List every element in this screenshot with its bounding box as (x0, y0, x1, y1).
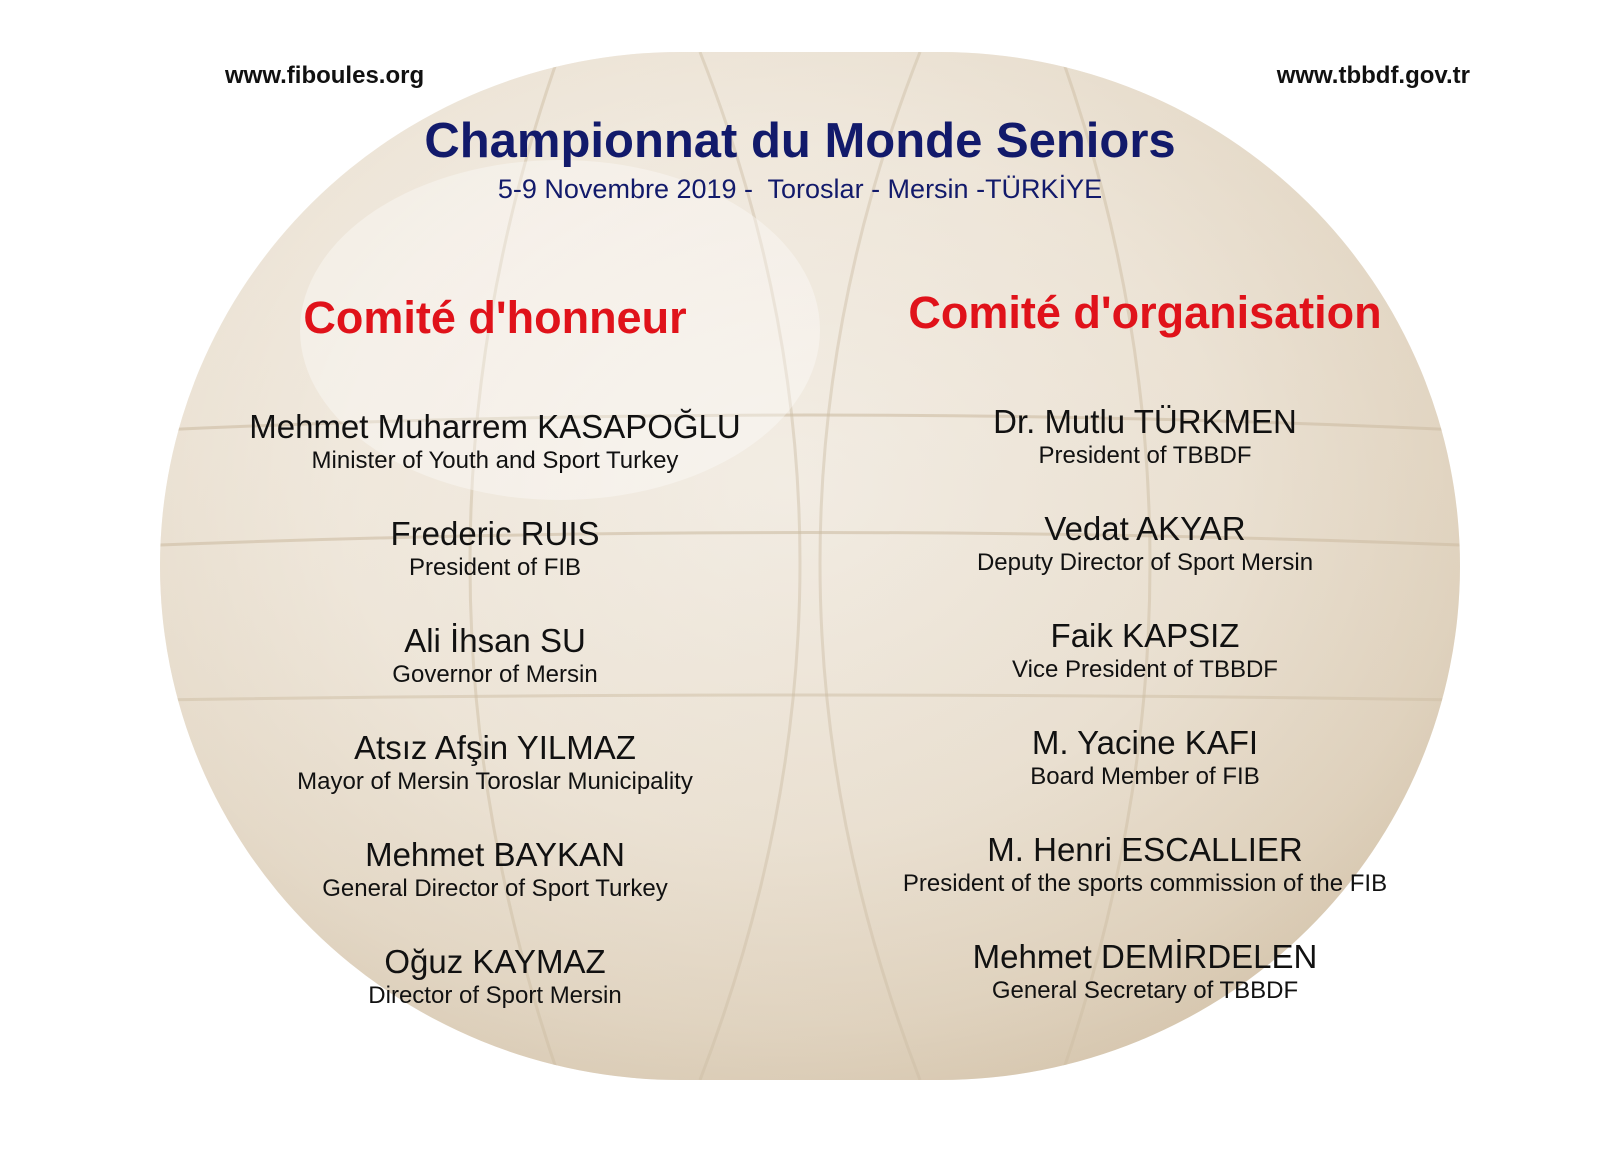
member-role: President of TBBDF (1038, 442, 1252, 469)
member-entry (195, 408, 795, 515)
member-entry (845, 724, 1445, 831)
member-name: Vedat AKYAR (1044, 510, 1246, 547)
member-name: Atsız Afşin YILMAZ (354, 729, 636, 766)
member-name: Dr. Mutlu TÜRKMEN (993, 403, 1297, 440)
page-title: Championnat du Monde Seniors (424, 114, 1176, 168)
tbbdf-website-link[interactable]: www.tbbdf.gov.tr (1276, 62, 1470, 89)
committee-organisation (845, 285, 1445, 1045)
member-role: Mayor of Mersin Toroslar Municipality (297, 768, 693, 795)
member-entry (195, 515, 795, 622)
member-role: Vice President of TBBDF (1012, 656, 1278, 683)
member-role: General Director of Sport Turkey (322, 875, 668, 902)
member-entry (845, 938, 1445, 1045)
member-name: Faik KAPSIZ (1050, 617, 1240, 654)
member-role: President of FIB (408, 554, 582, 581)
member-role: General Secretary of TBBDF (991, 977, 1299, 1004)
member-name: M. Henri ESCALLIER (987, 831, 1303, 868)
member-role: Board Member of FIB (1030, 763, 1260, 790)
committee-heading: Comité d'organisation (908, 287, 1382, 338)
member-role: Deputy Director of Sport Mersin (976, 549, 1314, 576)
member-entry (195, 943, 795, 1050)
member-entry (195, 622, 795, 729)
member-entry (845, 617, 1445, 724)
fiboules-website-link[interactable]: www.fiboules.org (225, 62, 425, 89)
member-name: Ali İhsan SU (404, 622, 586, 659)
event-subtitle: 5-9 Novembre 2019 - Toroslar - Mersin -TÜRKİYE (497, 174, 1103, 204)
committee-heading: Comité d'honneur (303, 292, 687, 343)
member-role: Director of Sport Mersin (368, 982, 622, 1009)
committee-honneur (195, 290, 795, 1050)
member-role: Minister of Youth and Sport Turkey (311, 447, 679, 474)
member-entry (845, 403, 1445, 510)
member-name: M. Yacine KAFI (1031, 724, 1259, 761)
member-entry (845, 510, 1445, 617)
member-role: President of the sports commission of the FIB (902, 870, 1388, 897)
member-entry (845, 831, 1445, 938)
member-name: Frederic RUIS (390, 515, 600, 552)
member-entry (195, 836, 795, 943)
member-role: Governor of Mersin (392, 661, 598, 688)
member-name: Mehmet BAYKAN (365, 836, 625, 873)
member-name: Mehmet DEMİRDELEN (972, 938, 1318, 975)
member-name: Mehmet Muharrem KASAPOĞLU (249, 408, 741, 445)
member-name: Oğuz KAYMAZ (384, 943, 606, 980)
member-entry (195, 729, 795, 836)
